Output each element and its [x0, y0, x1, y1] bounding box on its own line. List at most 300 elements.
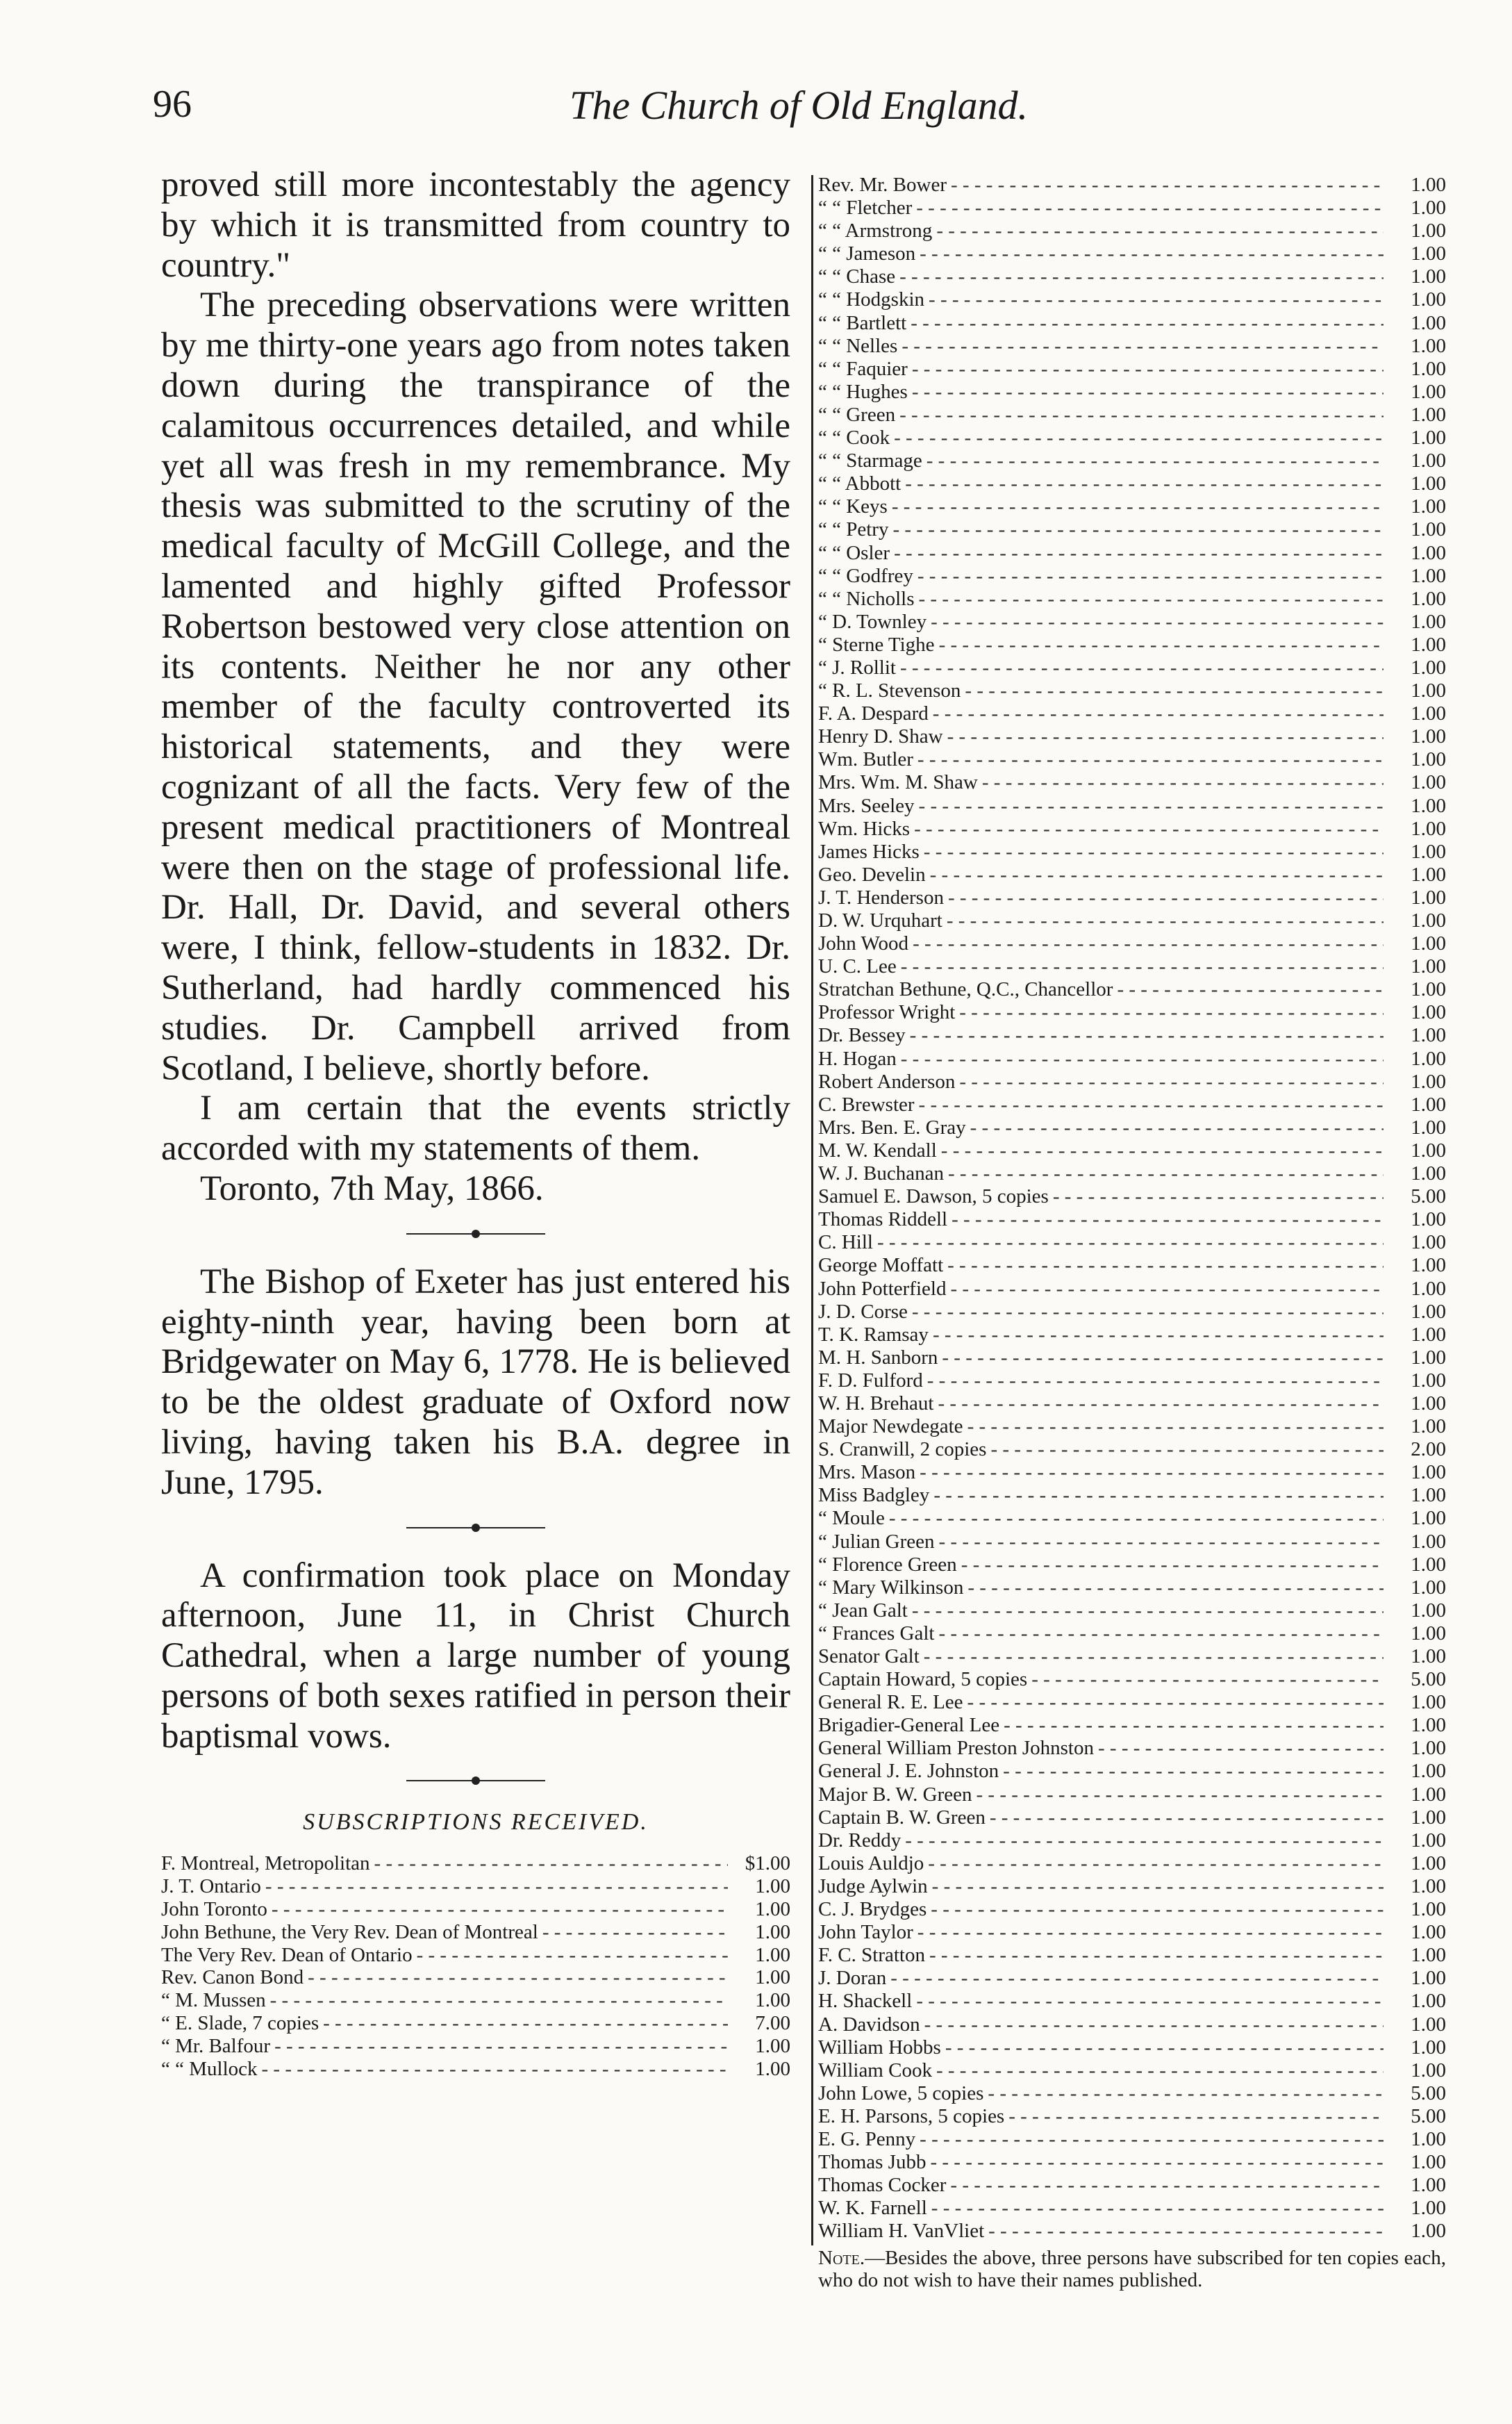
subscriber-name: Geo. Develin — [818, 863, 926, 886]
subscription-amount: 1.00 — [1411, 587, 1446, 610]
subscriber-name: S. Cranwill, 2 copies — [818, 1438, 987, 1461]
subscriber-name: W. H. Brehaut — [818, 1392, 934, 1415]
subscription-row — [818, 495, 1446, 518]
subscription-row — [818, 1461, 1446, 1484]
subscription-row — [818, 565, 1446, 588]
subscription-row — [818, 1392, 1446, 1415]
note-text: —Besides the above, three persons have subscribed for ten copies each, who do not wish to have their names published. — [818, 2247, 1446, 2292]
subscriber-name: General William Preston Johnston — [818, 1737, 1094, 1760]
leader-dots — [931, 611, 1384, 634]
subscription-amount: 1.00 — [755, 1920, 790, 1943]
subscription-row — [818, 2013, 1446, 2036]
subscriber-name: M. W. Kendall — [818, 1139, 937, 1162]
leader-dots — [894, 542, 1384, 565]
leader-dots — [967, 1691, 1384, 1714]
subscription-row — [818, 1645, 1446, 1668]
subscription-row — [818, 220, 1446, 242]
subscriber-name: Captain Howard, 5 copies — [818, 1668, 1028, 1691]
subscription-amount: 1.00 — [1411, 2013, 1446, 2036]
subscriber-name: Major B. W. Green — [818, 1783, 972, 1806]
subscriber-name: Wm. Hicks — [818, 817, 911, 840]
subscription-amount: 1.00 — [1411, 1622, 1446, 1644]
subscriber-name: General R. E. Lee — [818, 1691, 963, 1714]
leader-dots — [917, 1921, 1384, 1944]
column-divider — [811, 175, 813, 2245]
subscription-amount: 1.00 — [1411, 197, 1446, 220]
leader-dots — [945, 2036, 1384, 2059]
leader-dots — [916, 197, 1384, 220]
subscription-row — [161, 1966, 790, 1989]
subscription-row — [818, 1507, 1446, 1530]
subscription-amount: 1.00 — [1411, 220, 1446, 242]
leader-dots — [913, 932, 1384, 955]
subscriber-name: Wm. Butler — [818, 748, 913, 771]
subscription-row — [818, 1967, 1446, 1990]
subscription-row — [161, 2035, 790, 2058]
leader-dots — [948, 1162, 1384, 1185]
subscription-amount: 1.00 — [1411, 1944, 1446, 1967]
subscription-row — [818, 2151, 1446, 2174]
subscriber-name: Stratchan Bethune, Q.C., Chancellor — [818, 978, 1113, 1001]
leader-dots — [892, 495, 1384, 518]
subscription-amount: 1.00 — [1411, 2220, 1446, 2243]
subscription-row — [818, 887, 1446, 909]
leader-dots — [894, 427, 1384, 450]
subscription-row — [818, 864, 1446, 887]
subscriber-name: Dr. Reddy — [818, 1829, 902, 1852]
leader-dots — [920, 1461, 1384, 1484]
subscription-amount: 1.00 — [1411, 1714, 1446, 1737]
leader-dots — [929, 1944, 1384, 1967]
subscriber-name: “ “ Mullock — [161, 2057, 258, 2080]
subscription-row — [818, 1254, 1446, 1277]
subscription-amount: 1.00 — [1411, 1898, 1446, 1921]
subscriber-name: William Cook — [818, 2059, 932, 2081]
subscriber-name: Major Newdegate — [818, 1415, 963, 1438]
subscriptions-note — [818, 2247, 1446, 2291]
subscriber-name: A. Davidson — [818, 2013, 920, 2036]
subscription-row — [818, 702, 1446, 725]
subscription-amount: 1.00 — [1411, 2197, 1446, 2220]
subscription-amount: 1.00 — [1411, 174, 1446, 196]
leader-dots — [965, 679, 1384, 702]
subscriber-name: Miss Badgley — [818, 1484, 930, 1507]
subscription-row — [818, 1346, 1446, 1369]
leader-dots — [950, 2174, 1384, 2197]
subscription-amount: 1.00 — [755, 1898, 790, 1921]
leader-dots — [931, 2197, 1384, 2220]
paragraph-observations: The preceding observations were written by me thirty-one years ago from notes taken down during the transpirance of the calamitous occurrences detailed, and while yet all was fresh in my remembrance. My thesis was submitted to the scrutiny of the medical faculty of McGill College, and the lamented and highly gifted Professor Robertson bestowed very close attention on its contents. Neither he nor any other member of the faculty controverted its historical statements, and they were cognizant of all the facts. Very few of the present medical practitioners of Montreal were then on the stage of professional life. Dr. Hall, Dr. David, and several others were, I think, fellow-students in 1832. Dr. Sutherland, had hardly commenced his studies. Dr. Campbell arrived from Scotland, I believe, shortly before. — [161, 286, 790, 1088]
subscriber-name: Robert Anderson — [818, 1070, 956, 1093]
subscription-row — [818, 1094, 1446, 1116]
subscriber-name: Senator Galt — [818, 1645, 920, 1667]
subscription-row — [818, 1162, 1446, 1185]
subscription-row — [161, 1944, 790, 1967]
subscriber-name: F. D. Fulford — [818, 1369, 923, 1392]
subscriber-name: J. T. Henderson — [818, 886, 944, 909]
subscriber-name: “ “ Hodgskin — [818, 288, 925, 311]
leader-dots — [905, 1829, 1384, 1852]
leader-dots — [941, 1139, 1384, 1162]
subscription-amount: 1.00 — [1411, 748, 1446, 771]
leader-dots — [942, 1346, 1384, 1369]
leader-dots — [939, 1531, 1384, 1553]
subscription-amount: 1.00 — [1411, 610, 1446, 633]
subscription-amount: 5.00 — [1411, 1185, 1446, 1208]
subscription-amount: 1.00 — [1411, 1231, 1446, 1254]
subscriber-name: James Hicks — [818, 840, 920, 863]
subscription-row — [818, 1071, 1446, 1094]
subscription-row — [818, 1438, 1446, 1461]
leader-dots — [905, 472, 1384, 495]
subscription-row — [818, 265, 1446, 288]
subscription-amount: 7.00 — [755, 2012, 790, 2035]
subscriber-name: Thomas Cocker — [818, 2174, 947, 2197]
section-divider — [406, 1527, 545, 1528]
leader-dots — [948, 887, 1384, 909]
subscription-amount: 1.00 — [1411, 1392, 1446, 1415]
subscription-row — [818, 1829, 1446, 1852]
subscription-amount: 1.00 — [1411, 817, 1446, 840]
leader-dots — [967, 1576, 1384, 1599]
subscription-amount: 1.00 — [1411, 2151, 1446, 2174]
leader-dots — [274, 2035, 728, 2058]
subscription-row — [818, 1324, 1446, 1346]
subscriber-name: “ E. Slade, 7 copies — [161, 2012, 319, 2035]
leader-dots — [939, 634, 1384, 657]
subscription-amount: 1.00 — [1411, 1691, 1446, 1714]
leader-dots — [1004, 1714, 1384, 1737]
subscription-amount: 1.00 — [1411, 725, 1446, 748]
leader-dots — [930, 864, 1384, 887]
subscription-amount: 1.00 — [1411, 357, 1446, 380]
leader-dots — [959, 1001, 1384, 1024]
leader-dots — [917, 748, 1384, 771]
subscriber-name: F. C. Stratton — [818, 1944, 925, 1967]
subscription-row — [818, 427, 1446, 450]
subscriber-name: “ M. Mussen — [161, 1989, 266, 2012]
subscriber-name: Mrs. Seeley — [818, 794, 915, 817]
subscription-row — [818, 1668, 1446, 1691]
leader-dots — [967, 1415, 1384, 1438]
subscription-row — [818, 1921, 1446, 1944]
subscription-amount: 1.00 — [1411, 1461, 1446, 1484]
subscription-amount: 1.00 — [1411, 288, 1446, 311]
subscription-amount: 1.00 — [1411, 1874, 1446, 1897]
subscription-amount: 1.00 — [1411, 1783, 1446, 1806]
subscription-amount: 1.00 — [1411, 334, 1446, 357]
subscription-row — [818, 2105, 1446, 2128]
subscriber-name: C. Brewster — [818, 1093, 915, 1116]
subscription-row — [161, 2058, 790, 2081]
subscription-row — [161, 1852, 790, 1875]
subscriber-name: E. G. Penny — [818, 2127, 916, 2150]
subscriber-name: Brigadier-General Lee — [818, 1714, 1000, 1737]
subscriber-name: T. K. Ramsay — [818, 1323, 929, 1346]
subscriber-name: “ R. L. Stevenson — [818, 679, 961, 702]
subscription-row — [818, 1737, 1446, 1760]
subscription-row — [818, 1024, 1446, 1047]
subscription-row — [818, 358, 1446, 381]
subscriber-name: Thomas Jubb — [818, 2151, 927, 2174]
subscription-row — [818, 955, 1446, 978]
subscriber-name: J. Doran — [818, 1967, 887, 1990]
leader-dots — [990, 1438, 1384, 1461]
subscription-amount: 1.00 — [1411, 955, 1446, 978]
leader-dots — [938, 1392, 1384, 1415]
subscription-amount: 1.00 — [755, 2034, 790, 2057]
subscription-row — [818, 1048, 1446, 1071]
subscriber-name: W. K. Farnell — [818, 2197, 927, 2220]
subscriber-name: John Wood — [818, 932, 909, 955]
subscription-amount: 1.00 — [755, 1943, 790, 1966]
subscription-amount: 1.00 — [1411, 1760, 1446, 1783]
leader-dots — [970, 1116, 1384, 1139]
leader-dots — [1117, 978, 1384, 1001]
subscriber-name: John Lowe, 5 copies — [818, 2081, 984, 2104]
leader-dots — [990, 1806, 1384, 1829]
leader-dots — [890, 1967, 1384, 1990]
leader-dots — [323, 2012, 728, 2035]
subscription-row — [818, 1852, 1446, 1875]
subscriber-name: “ “ Keys — [818, 495, 888, 518]
paragraph-continued: proved still more incontestably the agency by which it is transmitted from country to country." — [161, 165, 790, 285]
subscriber-name: F. Montreal, Metropolitan — [161, 1852, 370, 1875]
left-column — [161, 165, 790, 2080]
subscriber-name: D. W. Urquhart — [818, 909, 942, 932]
leader-dots — [950, 1278, 1384, 1301]
subscription-amount: 1.00 — [1411, 863, 1446, 886]
subscriber-name: Captain B. W. Green — [818, 1806, 986, 1829]
subscriber-name: John Taylor — [818, 1921, 913, 1944]
subscription-amount: 1.00 — [755, 1875, 790, 1898]
subscriber-name: William Hobbs — [818, 2036, 941, 2059]
leader-dots — [877, 1231, 1384, 1254]
subscription-row — [818, 542, 1446, 565]
subscriber-name: The Very Rev. Dean of Ontario — [161, 1943, 413, 1966]
subscription-amount: 1.00 — [1411, 495, 1446, 518]
subscription-row — [818, 818, 1446, 841]
subscription-row — [818, 748, 1446, 771]
leader-dots — [961, 1553, 1384, 1576]
subscription-amount: 1.00 — [1411, 242, 1446, 265]
subscription-amount: 1.00 — [1411, 679, 1446, 702]
leader-dots — [929, 288, 1384, 311]
subscription-amount: 1.00 — [1411, 1208, 1446, 1231]
leader-dots — [914, 818, 1384, 841]
subscriber-name: Henry D. Shaw — [818, 725, 943, 748]
subscription-row — [818, 1484, 1446, 1507]
subscription-amount: 1.00 — [1411, 656, 1446, 679]
leader-dots — [265, 1875, 728, 1898]
subscription-row — [818, 1415, 1446, 1438]
subscriber-name: “ “ Hughes — [818, 380, 908, 403]
subscription-amount: 1.00 — [1411, 1829, 1446, 1852]
subscription-row — [818, 657, 1446, 679]
subscription-amount: 1.00 — [1411, 541, 1446, 564]
subscription-amount: 1.00 — [1411, 1484, 1446, 1507]
right-column — [818, 174, 1446, 2291]
leader-dots — [936, 220, 1384, 242]
subscriber-name: Thomas Riddell — [818, 1208, 948, 1231]
subscriber-name: “ “ Chase — [818, 265, 896, 288]
subscription-amount: 1.00 — [1411, 978, 1446, 1001]
subscription-amount: 1.00 — [1411, 2127, 1446, 2150]
subscriber-name: “ “ Starmage — [818, 450, 922, 472]
subscription-amount: 1.00 — [1411, 1277, 1446, 1300]
leader-dots — [899, 404, 1384, 427]
subscription-amount: 1.00 — [1411, 311, 1446, 334]
subscription-row — [818, 679, 1446, 702]
subscription-amount: 1.00 — [1411, 1599, 1446, 1622]
subscription-amount: 1.00 — [1411, 1990, 1446, 2013]
leader-dots — [910, 1024, 1384, 1047]
leader-dots — [924, 1645, 1384, 1668]
paragraph-confirmation: A confirmation took place on Monday afternoon, June 11, in Christ Church Cathedral, when a large number of young persons of both sexes ratified in person their baptismal vows. — [161, 1556, 790, 1756]
leader-dots — [924, 2013, 1384, 2036]
subscription-row — [161, 1898, 790, 1921]
leader-dots — [262, 2058, 728, 2081]
section-divider — [406, 1233, 545, 1235]
subscription-amount: 1.00 — [1411, 771, 1446, 794]
subscriptions-title: SUBSCRIPTIONS RECEIVED. — [303, 1809, 649, 1836]
paragraph-certain: I am certain that the events strictly accorded with my statements of them. — [161, 1089, 790, 1169]
subscriber-name: “ “ Bartlett — [818, 311, 907, 334]
leader-dots — [988, 2220, 1384, 2243]
leader-dots — [912, 358, 1384, 381]
subscription-row — [818, 725, 1446, 748]
subscriber-name: Mrs. Wm. M. Shaw — [818, 771, 978, 794]
subscription-row — [818, 2174, 1446, 2197]
subscription-row — [818, 518, 1446, 541]
leader-dots — [927, 450, 1384, 472]
subscription-amount: 5.00 — [1411, 1668, 1446, 1691]
subscription-amount: 1.00 — [1411, 1553, 1446, 1576]
subscription-row — [818, 1944, 1446, 1967]
leader-dots — [931, 1898, 1384, 1921]
subscription-amount: 1.00 — [1411, 1737, 1446, 1760]
subscription-row — [818, 381, 1446, 404]
leader-dots — [912, 1599, 1384, 1622]
subscriber-name: General J. E. Johnston — [818, 1760, 999, 1783]
subscription-row — [818, 2036, 1446, 2059]
subscription-row — [818, 1783, 1446, 1806]
leader-dots — [912, 381, 1384, 404]
subscription-amount: 1.00 — [1411, 403, 1446, 426]
subscriber-name: “ Florence Green — [818, 1553, 957, 1576]
subscription-row — [818, 771, 1446, 794]
subscription-amount: 1.00 — [1411, 1254, 1446, 1277]
subscriptions-list-right — [818, 174, 1446, 2243]
subscriber-name: “ J. Rollit — [818, 656, 896, 679]
subscription-row — [818, 472, 1446, 495]
subscription-row — [818, 1208, 1446, 1231]
subscription-row — [818, 1531, 1446, 1553]
subscriber-name: “ “ Green — [818, 403, 896, 426]
subscription-row — [161, 2012, 790, 2035]
leader-dots — [417, 1944, 728, 1967]
subscriber-name: George Moffatt — [818, 1254, 944, 1277]
subscriber-name: “ D. Townley — [818, 610, 927, 633]
subscription-row — [818, 1301, 1446, 1324]
subscription-row — [818, 312, 1446, 335]
leader-dots — [1098, 1737, 1384, 1760]
subscriber-name: “ “ Jameson — [818, 242, 916, 265]
leader-dots — [932, 1875, 1384, 1898]
leader-dots — [919, 1094, 1384, 1116]
subscriber-name: “ “ Osler — [818, 541, 890, 564]
leader-dots — [920, 242, 1384, 265]
subscription-row — [818, 1806, 1446, 1829]
subscription-row — [818, 2082, 1446, 2105]
subscriber-name: William H. VanVliet — [818, 2220, 985, 2243]
subscription-row — [818, 2128, 1446, 2151]
paragraph-bishop: The Bishop of Exeter has just entered his eighty-ninth year, having been born at Bridgewater on May 6, 1778. He is believed to be the oldest graduate of Oxford now living, having taken his B.A. degree in June, 1795. — [161, 1262, 790, 1502]
subscriber-name: J. T. Ontario — [161, 1875, 261, 1898]
subscriber-name: “ Sterne Tighe — [818, 633, 935, 656]
subscriber-name: “ “ Nelles — [818, 334, 898, 357]
subscription-row — [818, 1116, 1446, 1139]
leader-dots — [270, 1989, 728, 2012]
subscription-amount: 1.00 — [1411, 1093, 1446, 1116]
subscriber-name: “ Jean Galt — [818, 1599, 908, 1622]
leader-dots — [902, 335, 1384, 358]
subscription-amount: 1.00 — [1411, 380, 1446, 403]
subscription-amount: 1.00 — [1411, 1300, 1446, 1323]
subscriber-name: J. D. Corse — [818, 1300, 908, 1323]
subscriber-name: “ Moule — [818, 1507, 885, 1530]
leader-dots — [927, 1369, 1384, 1392]
leader-dots — [919, 795, 1384, 818]
subscription-row — [818, 1369, 1446, 1392]
subscription-amount: 1.00 — [1411, 1921, 1446, 1944]
subscription-amount: 1.00 — [1411, 1323, 1446, 1346]
subscription-amount: 1.00 — [755, 1966, 790, 1989]
leader-dots — [939, 1622, 1384, 1645]
subscription-amount: 1.00 — [1411, 1507, 1446, 1530]
subscription-row — [818, 1553, 1446, 1576]
leader-dots — [936, 2059, 1384, 2082]
page-header — [153, 82, 1472, 138]
subscription-row — [818, 1714, 1446, 1737]
subscription-row — [818, 978, 1446, 1001]
subscription-row — [818, 450, 1446, 472]
subscription-amount: 1.00 — [1411, 909, 1446, 932]
subscriber-name: “ Julian Green — [818, 1530, 935, 1553]
subscription-row — [818, 1231, 1446, 1254]
subscription-amount: $1.00 — [745, 1852, 790, 1875]
leader-dots — [889, 1507, 1384, 1530]
subscription-amount: 1.00 — [1411, 702, 1446, 725]
subscription-amount: 1.00 — [1411, 2036, 1446, 2059]
leader-dots — [951, 174, 1384, 197]
subscriber-name: “ “ Petry — [818, 518, 889, 541]
subscription-row — [818, 404, 1446, 427]
subscriber-name: Mrs. Ben. E. Gray — [818, 1116, 966, 1139]
subscription-amount: 1.00 — [755, 2057, 790, 2080]
subscriber-name: Professor Wright — [818, 1001, 956, 1024]
subscription-amount: 1.00 — [1411, 1530, 1446, 1553]
subscription-amount: 1.00 — [1411, 1967, 1446, 1990]
subscription-amount: 2.00 — [1411, 1438, 1446, 1461]
subscriber-name: Mrs. Mason — [818, 1461, 916, 1484]
subscription-row — [818, 1990, 1446, 2013]
subscription-row — [818, 1185, 1446, 1208]
subscription-row — [818, 1278, 1446, 1301]
subscriber-name: “ “ Abbott — [818, 472, 902, 495]
subscription-row — [161, 1875, 790, 1898]
leader-dots — [933, 702, 1384, 725]
